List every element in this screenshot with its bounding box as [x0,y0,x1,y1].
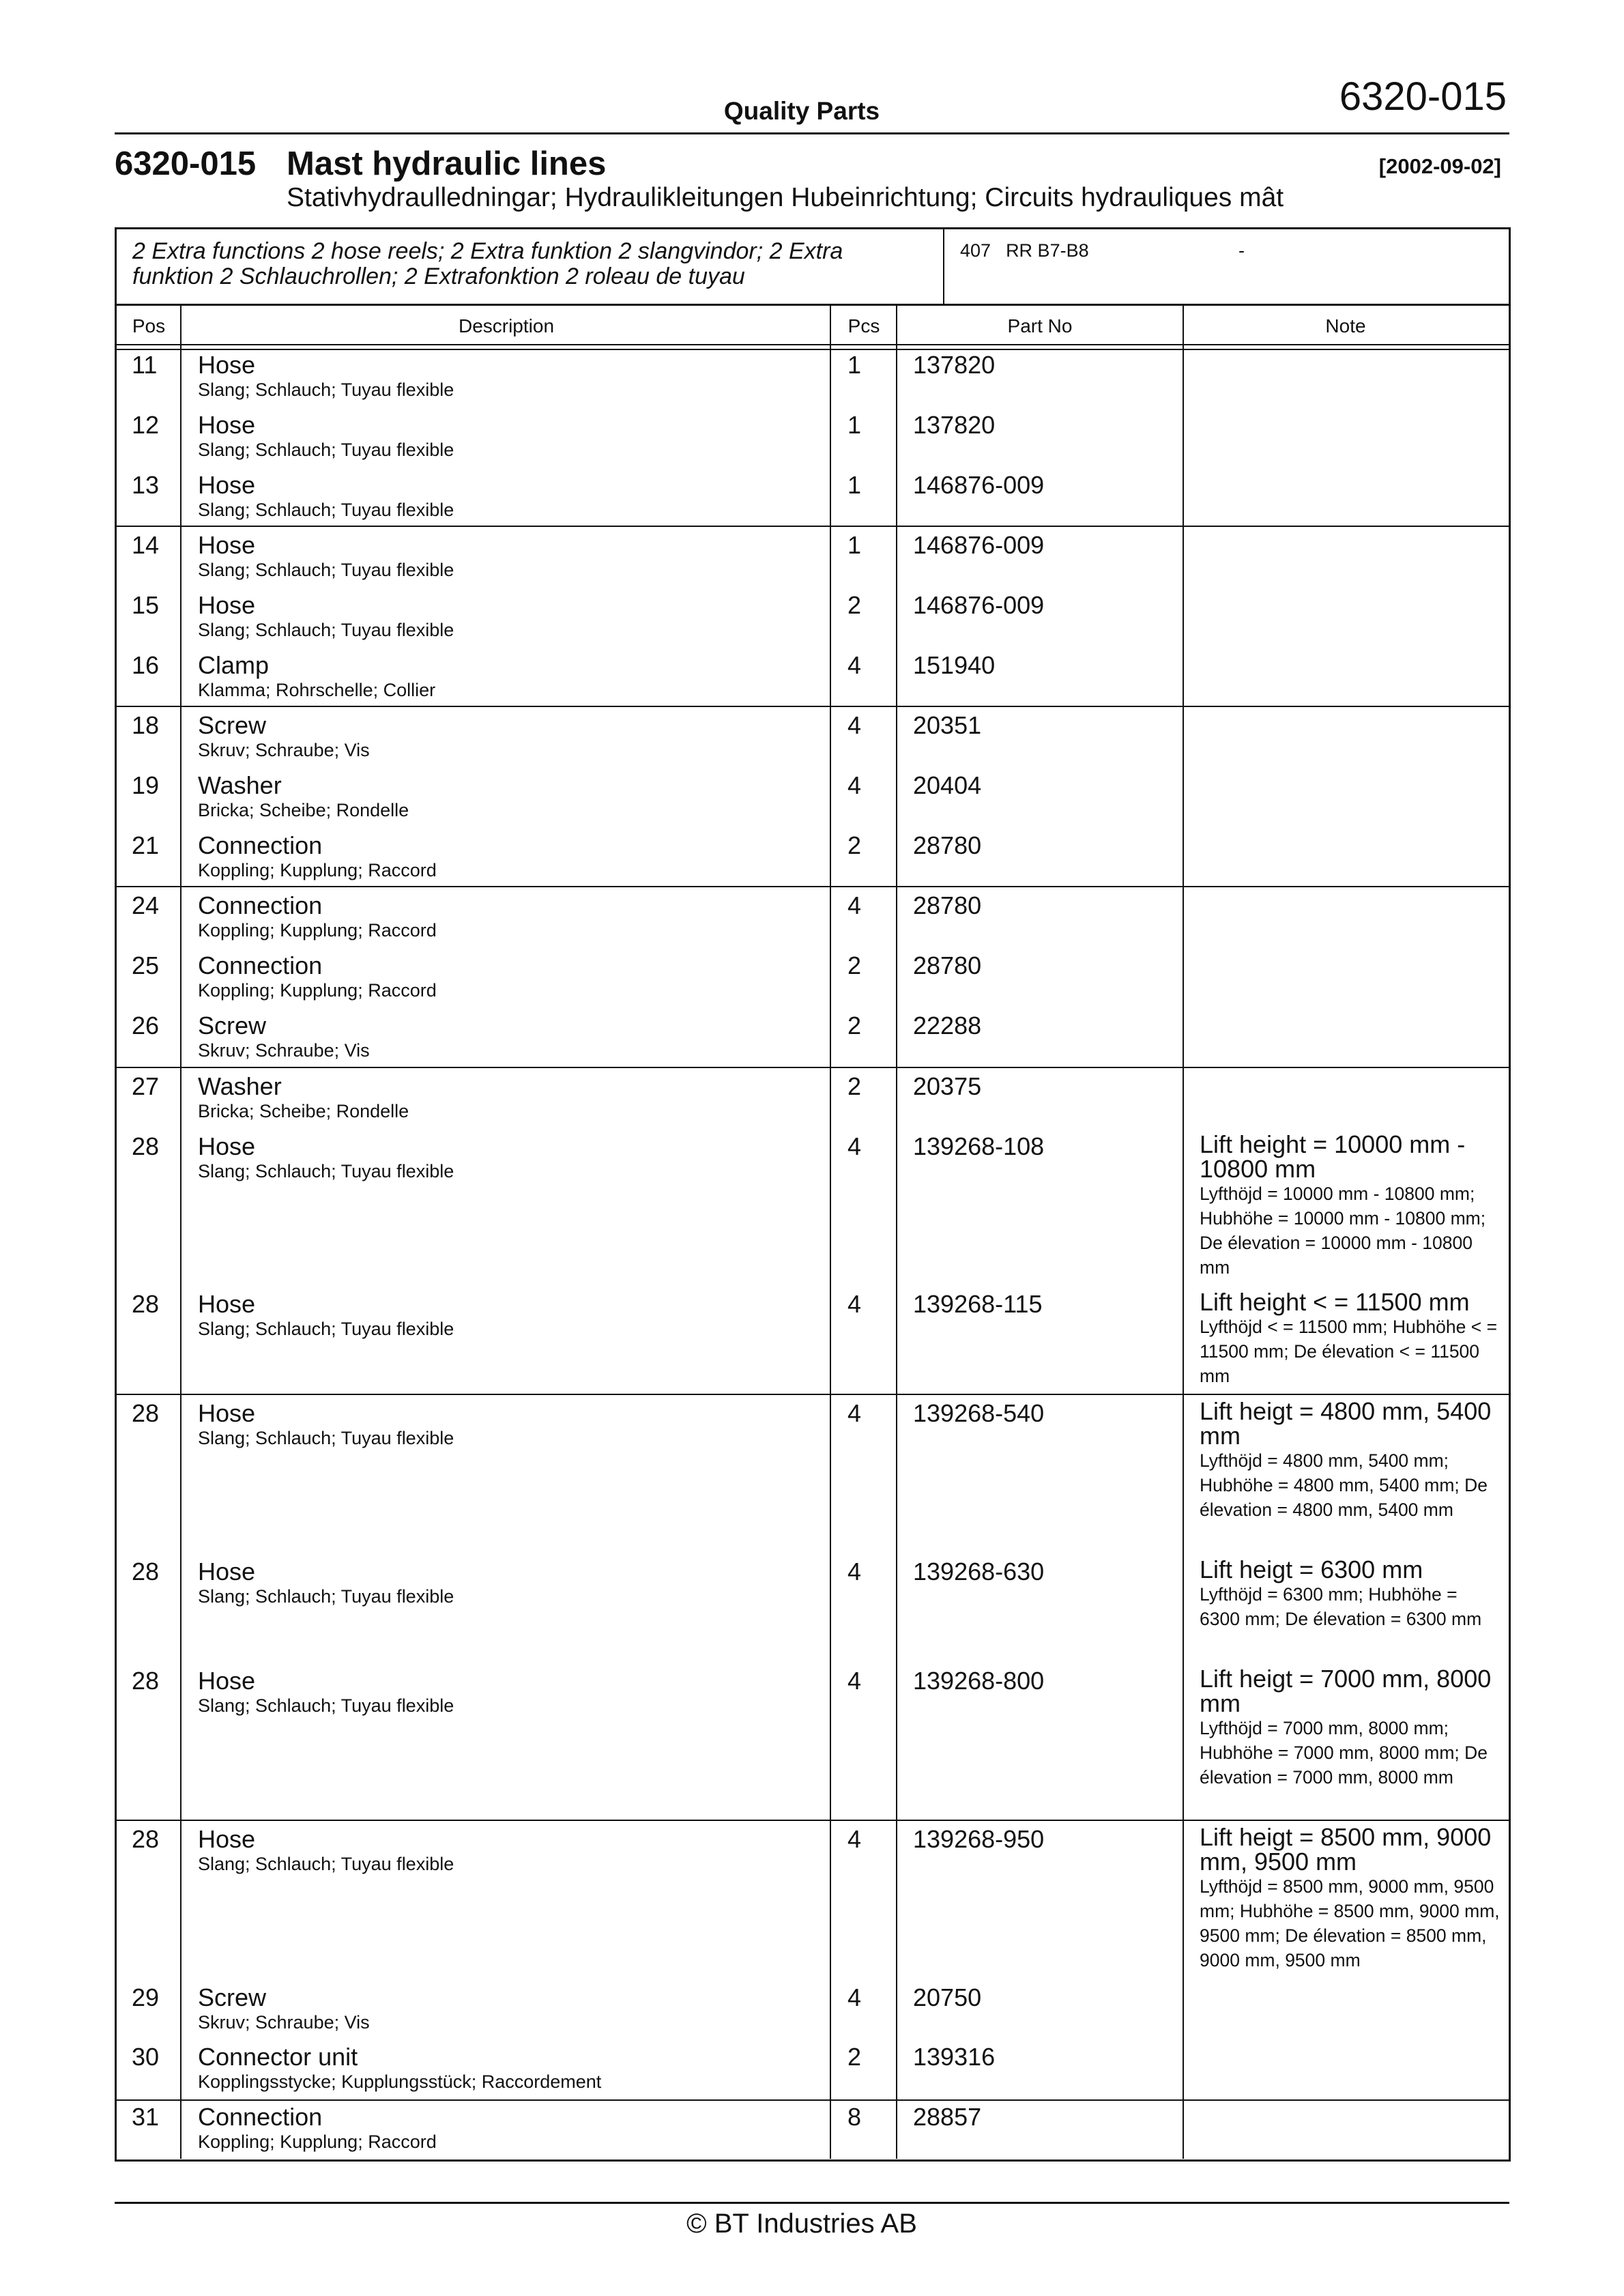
row-pos: 26 [132,1011,160,1039]
row-pcs: 2 [847,1011,862,1039]
variant-bottom-rule [115,304,1511,306]
row-description: Connector unit [198,2043,358,2071]
row-note [1200,1399,1500,1522]
row-part-no: 139268-950 [913,1825,1045,1853]
footer-rule [115,2202,1509,2204]
row-description-translations: Slang; Schlauch; Tuyau flexible [198,1854,454,1874]
variant-model: RR B7-B8 [1006,240,1089,261]
row-note [1200,1667,1500,1790]
row-description-translations: Slang; Schlauch; Tuyau flexible [198,620,454,640]
row-description: Hose [198,531,256,559]
row-pos: 30 [132,2043,160,2071]
row-description-translations: Slang; Schlauch; Tuyau flexible [198,560,454,580]
row-pos: 29 [132,1983,160,2011]
row-description: Connection [198,831,323,859]
variant-code: 407 [960,240,991,261]
row-pos: 28 [132,1399,160,1427]
row-part-no: 22288 [913,1011,982,1039]
row-pcs: 2 [847,2043,862,2071]
row-pcs: 2 [847,591,862,619]
row-description-translations: Skruv; Schraube; Vis [198,740,370,760]
col-header-description: Description [458,315,555,336]
row-note-main: Lift heigt = 7000 mm, 8000 mm [1200,1665,1492,1717]
column-header-rule-2 [115,349,1511,350]
row-pos: 11 [132,351,158,379]
row-description-translations: Bricka; Scheibe; Rondelle [198,1101,409,1121]
col-header-note: Note [1325,315,1366,336]
row-description-translations: Koppling; Kupplung; Raccord [198,980,437,1001]
row-pos: 12 [132,411,160,439]
row-note-translations: Lyfthöjd = 8500 mm, 9000 mm, 9500 mm; Hubhöhe = 8500 mm, 9000 mm, 9500 mm; De élevation = 8500 mm, 9000 mm, 9500 mm [1200,1876,1500,1970]
row-part-no: 20750 [913,1983,982,2011]
row-part-no: 28780 [913,831,982,859]
row-pcs: 4 [847,1667,862,1695]
row-pcs: 8 [847,2103,862,2131]
row-pcs: 4 [847,891,862,919]
row-description: Hose [198,351,256,379]
row-note [1200,1555,1500,1631]
row-description-translations: Skruv; Schraube; Vis [198,1040,370,1061]
row-pcs: 4 [847,651,862,679]
row-note-main: Lift height = 10000 mm - 10800 mm [1200,1130,1466,1183]
header-doc-number: 6320-015 [1339,74,1507,119]
row-description-translations: Slang; Schlauch; Tuyau flexible [198,1586,454,1607]
row-pcs: 4 [847,1825,862,1853]
row-pcs: 4 [847,1983,862,2011]
row-pos: 14 [132,531,160,559]
row-pcs: 4 [847,771,862,799]
row-pos: 28 [132,1558,160,1585]
column-divider-part-no [1183,305,1184,2159]
row-part-no: 137820 [913,351,996,379]
row-pcs: 2 [847,831,862,859]
group-rule [115,1394,1511,1395]
row-pcs: 4 [847,1290,862,1318]
col-header-pos: Pos [132,315,166,336]
row-description-translations: Koppling; Kupplung; Raccord [198,920,437,941]
row-pos: 18 [132,711,160,739]
row-note-translations: Lyfthöjd = 10000 mm - 10800 mm; Hubhöhe = 10000 mm - 10800 mm; De élevation = 10000 mm - 10800 mm [1200,1183,1486,1278]
column-divider-pos [180,305,182,2159]
row-pcs: 1 [847,531,862,559]
row-pos: 28 [132,1132,160,1160]
page-title: Mast hydraulic lines [287,145,607,182]
row-pos: 27 [132,1072,160,1100]
row-description: Washer [198,1072,282,1100]
row-description-translations: Slang; Schlauch; Tuyau flexible [198,1428,454,1448]
row-description: Hose [198,411,256,439]
row-part-no: 28780 [913,951,982,979]
row-note-main: Lift heigt = 6300 mm [1200,1555,1423,1583]
group-rule [115,1820,1511,1821]
row-note-main: Lift height < = 11500 mm [1200,1288,1470,1316]
row-description: Connection [198,951,323,979]
row-description: Connection [198,2103,323,2131]
row-pos: 15 [132,591,160,619]
row-part-no: 20404 [913,771,982,799]
section-date: [2002-09-02] [1378,154,1501,178]
row-description: Hose [198,1132,256,1160]
row-note [1200,1132,1500,1280]
group-rule [115,1067,1511,1068]
row-pos: 16 [132,651,160,679]
row-description-translations: Slang; Schlauch; Tuyau flexible [198,500,454,520]
row-part-no: 20375 [913,1072,982,1100]
row-part-no: 139268-800 [913,1667,1045,1695]
row-description: Hose [198,1558,256,1585]
row-description: Screw [198,1983,267,2011]
variant-reference [960,240,1104,261]
row-note-translations: Lyfthöjd = 4800 mm, 5400 mm; Hubhöhe = 4800 mm, 5400 mm; De élevation = 4800 mm, 5400 mm [1200,1450,1488,1520]
row-note-translations: Lyfthöjd = 7000 mm, 8000 mm; Hubhöhe = 7000 mm, 8000 mm; De élevation = 7000 mm, 8000 mm [1200,1718,1488,1788]
row-description: Washer [198,771,282,799]
row-part-no: 139268-540 [913,1399,1045,1427]
row-part-no: 28780 [913,891,982,919]
group-rule [115,2099,1511,2101]
row-pcs: 2 [847,1072,862,1100]
row-pcs: 4 [847,711,862,739]
row-part-no: 139316 [913,2043,996,2071]
variant-dash: - [1238,240,1245,261]
row-note-translations: Lyfthöjd = 6300 mm; Hubhöhe = 6300 mm; De élevation = 6300 mm [1200,1584,1482,1629]
row-description-translations: Koppling; Kupplung; Raccord [198,2132,437,2152]
row-note [1200,1825,1500,1972]
variant-description: 2 Extra functions 2 hose reels; 2 Extra funktion 2 slangvindor; 2 Extra funktion 2 Schlauchrollen; 2 Extrafonktion 2 roleau de tuyau [132,238,843,289]
row-description: Hose [198,591,256,619]
row-part-no: 28857 [913,2103,982,2131]
row-note-translations: Lyfthöjd < = 11500 mm; Hubhöhe < = 11500 mm; De élevation < = 11500 mm [1200,1317,1498,1386]
row-description: Hose [198,1667,256,1695]
row-description-translations: Slang; Schlauch; Tuyau flexible [198,1319,454,1339]
row-description: Connection [198,891,323,919]
row-part-no: 137820 [913,411,996,439]
row-description-translations: Slang; Schlauch; Tuyau flexible [198,379,454,400]
row-description-translations: Skruv; Schraube; Vis [198,2012,370,2033]
row-note-main: Lift heigt = 8500 mm, 9000 mm, 9500 mm [1200,1823,1492,1876]
row-description: Hose [198,1825,256,1853]
row-part-no: 146876-009 [913,471,1045,499]
row-description-translations: Bricka; Scheibe; Rondelle [198,800,409,820]
row-description-translations: Koppling; Kupplung; Raccord [198,860,437,880]
row-description: Hose [198,1290,256,1318]
col-header-pcs: Pcs [847,315,880,336]
row-pos: 28 [132,1825,160,1853]
row-description-translations: Kopplingsstycke; Kupplungsstück; Raccordement [198,2071,602,2092]
footer-copyright: © BT Industries AB [686,2209,917,2239]
row-pos: 24 [132,891,160,919]
group-rule [115,706,1511,707]
column-header-rule-1 [115,344,1511,345]
row-description: Screw [198,711,267,739]
row-pcs: 4 [847,1399,862,1427]
col-header-part-no: Part No [1007,315,1073,336]
group-rule [115,526,1511,527]
row-pcs: 1 [847,351,862,379]
row-part-no: 139268-630 [913,1558,1045,1585]
group-rule [115,886,1511,887]
row-description: Clamp [198,651,270,679]
row-note-main: Lift heigt = 4800 mm, 5400 mm [1200,1397,1492,1450]
row-pos: 21 [132,831,160,859]
row-pcs: 1 [847,471,862,499]
row-description-translations: Slang; Schlauch; Tuyau flexible [198,1695,454,1716]
header-rule [115,132,1509,134]
header-center-title: Quality Parts [723,97,880,125]
column-divider-pcs [896,305,897,2159]
row-pcs: 4 [847,1132,862,1160]
row-pos: 19 [132,771,160,799]
row-part-no: 146876-009 [913,591,1045,619]
row-description: Hose [198,1399,256,1427]
page-subtitle: Stativhydraulledningar; Hydraulikleitungen Hubeinrichtung; Circuits hydrauliques mât [287,183,1284,212]
row-part-no: 139268-115 [913,1290,1043,1318]
row-pcs: 2 [847,951,862,979]
row-pos: 25 [132,951,160,979]
row-note [1200,1290,1500,1388]
row-part-no: 20351 [913,711,982,739]
row-description-translations: Slang; Schlauch; Tuyau flexible [198,440,454,460]
row-description-translations: Slang; Schlauch; Tuyau flexible [198,1161,454,1181]
row-description: Hose [198,471,256,499]
section-number: 6320-015 [115,145,257,182]
row-part-no: 151940 [913,651,996,679]
row-pcs: 4 [847,1558,862,1585]
row-pos: 28 [132,1667,160,1695]
row-description-translations: Klamma; Rohrschelle; Collier [198,680,436,700]
row-pos: 28 [132,1290,160,1318]
row-description: Screw [198,1011,267,1039]
row-part-no: 146876-009 [913,531,1045,559]
row-part-no: 139268-108 [913,1132,1045,1160]
row-pos: 13 [132,471,160,499]
column-divider-description [830,305,831,2159]
row-pos: 31 [132,2103,160,2131]
row-pcs: 1 [847,411,862,439]
variant-divider [943,229,944,304]
